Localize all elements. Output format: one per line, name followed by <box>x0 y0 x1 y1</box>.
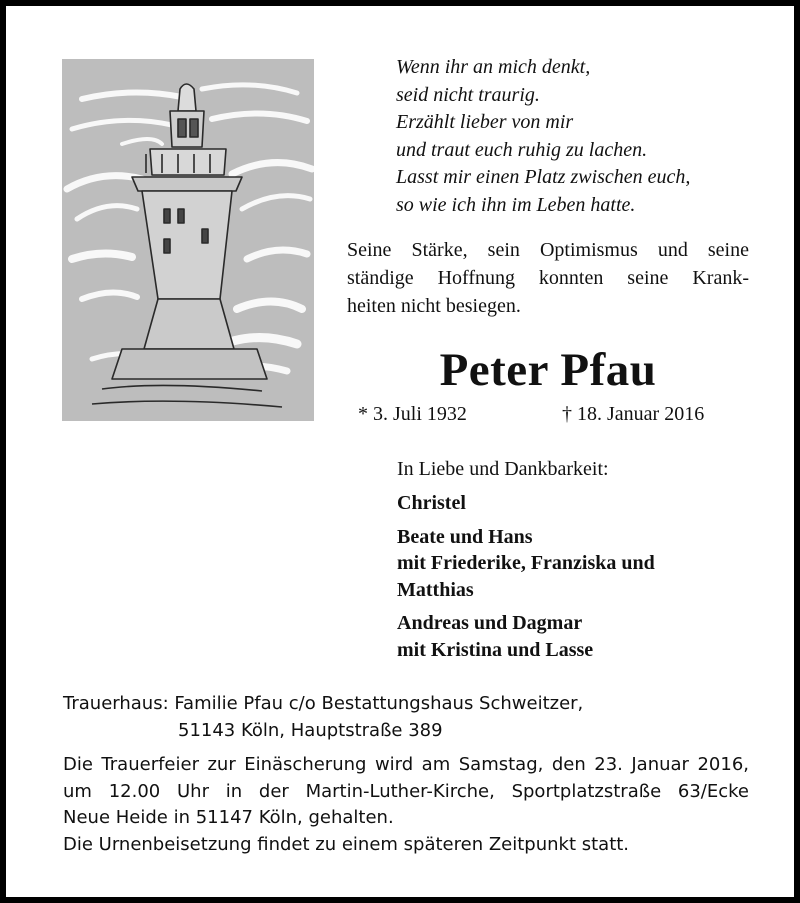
tribute-text <box>347 236 749 320</box>
tribute-line: heiten nicht besiegen. <box>347 295 521 317</box>
poem-line: so wie ich ihn im Leben hatte. <box>396 193 636 216</box>
mourner-line: Christel <box>397 492 466 514</box>
poem-line: Erzählt lieber von mir <box>396 111 574 133</box>
service-line: um 12.00 Uhr in der Martin-Luther-Kirche, Sportplatzstraße 63/Ecke <box>63 780 749 802</box>
mourners-list <box>397 490 777 670</box>
birth-date: * 3. Juli 1932 <box>358 403 467 425</box>
mourner-line: Matthias <box>397 578 474 601</box>
mourning-house-line: 51143 Köln, Hauptstraße 389 <box>178 720 443 741</box>
tribute-line: ständige Hoffnung konnten seine Krank- <box>347 267 749 289</box>
mourning-house-line: Trauerhaus: Familie Pfau c/o Bestattungshaus Schweitzer, <box>63 693 584 714</box>
service-details <box>63 752 749 858</box>
poem-line: und traut euch ruhig zu lachen. <box>396 138 648 161</box>
mourner-line: mit Kristina und Lasse <box>397 638 594 661</box>
tribute-line: Seine Stärke, sein Optimismus und seine <box>347 239 749 261</box>
poem-line: Lasst mir einen Platz zwischen euch, <box>396 166 691 188</box>
mourning-house-address <box>63 690 583 744</box>
service-line: Neue Heide in 51147 Köln, gehalten. <box>63 807 394 828</box>
service-line: Die Trauerfeier zur Einäscherung wird am Samstag, den 23. Januar 2016, <box>63 754 749 775</box>
poem-line: Wenn ihr an mich denkt, <box>396 56 591 78</box>
poem <box>396 54 776 219</box>
service-line: Die Urnenbeisetzung findet zu einem späteren Zeitpunkt statt. <box>63 833 630 855</box>
lighthouse-illustration <box>62 59 314 421</box>
poem-line: seid nicht traurig. <box>396 83 540 106</box>
deceased-name: Peter Pfau <box>439 344 657 396</box>
death-date: † 18. Januar 2016 <box>562 403 705 425</box>
mourner-line: Andreas und Dagmar <box>397 612 583 634</box>
lighthouse-icon <box>62 59 314 421</box>
mourner-line: Beate und Hans <box>397 525 533 548</box>
mourner-group <box>397 610 777 663</box>
mourner-group <box>397 524 777 604</box>
mourners-intro: In Liebe und Dankbarkeit: <box>397 458 609 480</box>
mourner-group <box>397 490 777 517</box>
mourner-line: mit Friederike, Franziska und <box>397 552 655 574</box>
